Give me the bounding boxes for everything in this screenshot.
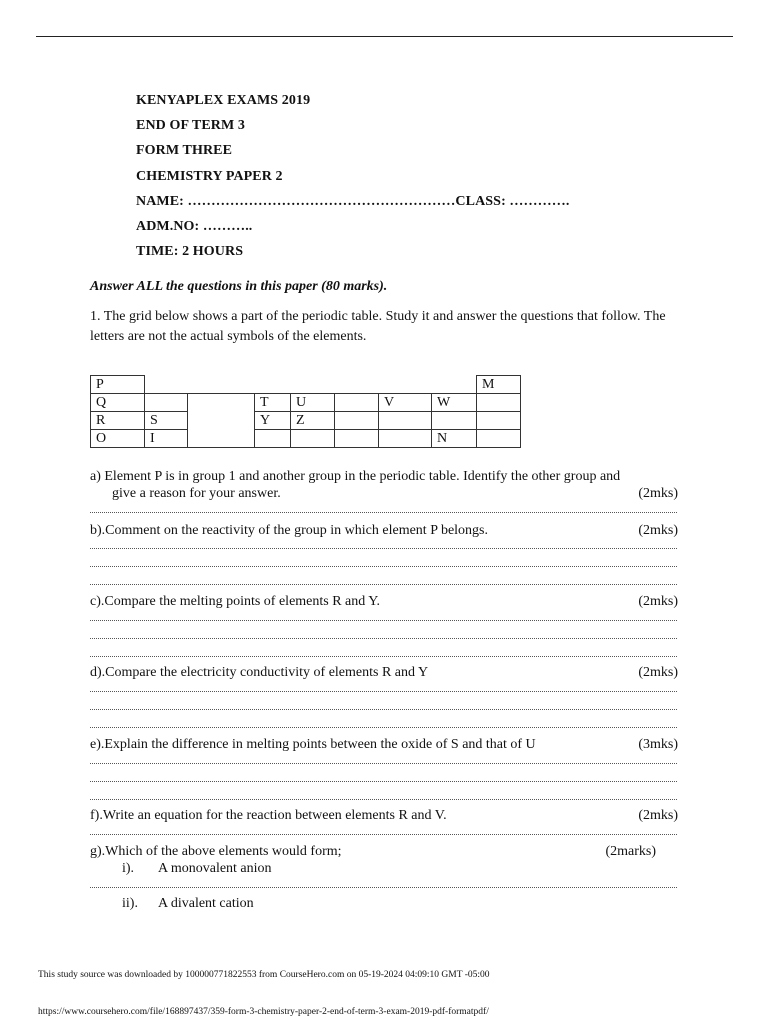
answer-line[interactable] bbox=[90, 691, 677, 693]
question-text: d).Compare the electricity conductivity of elements R and Y bbox=[90, 665, 429, 680]
grid-cell: W bbox=[432, 394, 477, 412]
answer-line[interactable] bbox=[90, 584, 677, 586]
question-text: f).Write an equation for the reaction between elements R and V. bbox=[90, 808, 447, 823]
answer-line[interactable] bbox=[90, 620, 677, 622]
exam-term: END OF TERM 3 bbox=[136, 118, 246, 134]
question-1-intro: 1. The grid below shows a part of the periodic table. Study it and answer the questions that follow. The letters are not the actual symbols of the elements. bbox=[90, 309, 666, 344]
grid-cell bbox=[477, 394, 521, 412]
answer-line[interactable] bbox=[90, 887, 677, 889]
grid-cell bbox=[255, 430, 291, 448]
question-1b bbox=[90, 522, 678, 539]
answer-line[interactable] bbox=[90, 638, 677, 640]
marks-label: (3mks) bbox=[638, 737, 678, 752]
grid-row bbox=[91, 394, 521, 412]
name-class-line: NAME: …………………………………………………CLASS: …………. bbox=[136, 193, 570, 209]
question-1g bbox=[90, 843, 656, 860]
marks-label: (2mks) bbox=[638, 665, 678, 680]
question-text: give a reason for your answer. bbox=[112, 486, 281, 501]
grid-cell: O bbox=[91, 430, 145, 448]
grid-cell bbox=[291, 376, 335, 394]
sub-number: i). bbox=[122, 861, 135, 876]
marks-label: (2marks) bbox=[605, 844, 656, 859]
grid-cell: Z bbox=[291, 412, 335, 430]
question-text: b).Comment on the reactivity of the group in which element P belongs. bbox=[90, 523, 489, 538]
top-rule bbox=[36, 36, 733, 37]
answer-line[interactable] bbox=[90, 781, 677, 783]
grid-cell bbox=[432, 412, 477, 430]
sub-text: A monovalent anion bbox=[158, 861, 272, 876]
answer-line[interactable] bbox=[90, 799, 677, 801]
question-1d bbox=[90, 664, 678, 681]
answer-line[interactable] bbox=[90, 763, 677, 765]
grid-cell bbox=[188, 394, 255, 412]
download-notice: This study source was downloaded by 100000771822553 from CourseHero.com on 05-19-2024 04:09:10 GMT -05:00 bbox=[38, 970, 490, 980]
grid-cell: V bbox=[379, 394, 432, 412]
grid-row bbox=[91, 412, 521, 430]
answer-line[interactable] bbox=[90, 727, 677, 729]
question-text: a) Element P is in group 1 and another group in the periodic table. Identify the other group and bbox=[90, 469, 621, 484]
grid-cell bbox=[379, 376, 432, 394]
question-1f bbox=[90, 807, 678, 824]
grid-cell: I bbox=[145, 430, 188, 448]
answer-line[interactable] bbox=[90, 566, 677, 568]
grid-cell: M bbox=[477, 376, 521, 394]
question-text: e).Explain the difference in melting points between the oxide of S and that of U bbox=[90, 737, 536, 752]
grid-cell: N bbox=[432, 430, 477, 448]
grid-cell: R bbox=[91, 412, 145, 430]
grid-cell bbox=[145, 376, 188, 394]
grid-cell bbox=[188, 376, 255, 394]
grid-cell bbox=[188, 430, 255, 448]
grid-cell bbox=[379, 412, 432, 430]
grid-cell bbox=[145, 394, 188, 412]
sub-text: A divalent cation bbox=[158, 896, 254, 911]
question-text: g).Which of the above elements would form; bbox=[90, 844, 342, 859]
question-text: c).Compare the melting points of elements R and Y. bbox=[90, 594, 381, 609]
exam-header bbox=[136, 92, 569, 268]
grid-cell bbox=[477, 412, 521, 430]
grid-cell: U bbox=[291, 394, 335, 412]
periodic-table-grid bbox=[90, 375, 521, 448]
grid-cell bbox=[291, 430, 335, 448]
answer-line[interactable] bbox=[90, 656, 677, 658]
grid-cell bbox=[255, 376, 291, 394]
grid-cell bbox=[335, 430, 379, 448]
question-1a bbox=[90, 468, 678, 502]
answer-line[interactable] bbox=[90, 512, 677, 514]
adm-no-line: ADM.NO: ……….. bbox=[136, 218, 253, 234]
answer-line[interactable] bbox=[90, 709, 677, 711]
grid-cell: P bbox=[91, 376, 145, 394]
exam-title: KENYAPLEX EXAMS 2019 bbox=[136, 93, 311, 108]
question-1e bbox=[90, 736, 678, 753]
grid-cell: S bbox=[145, 412, 188, 430]
grid-cell: Y bbox=[255, 412, 291, 430]
answer-line[interactable] bbox=[90, 834, 677, 836]
grid-cell bbox=[432, 376, 477, 394]
exam-time: TIME: 2 HOURS bbox=[136, 244, 244, 260]
grid-cell: T bbox=[255, 394, 291, 412]
marks-label: (2mks) bbox=[638, 594, 678, 609]
grid-cell bbox=[335, 376, 379, 394]
grid-cell bbox=[477, 430, 521, 448]
instructions: Answer ALL the questions in this paper (80 marks). bbox=[90, 279, 388, 294]
grid-cell bbox=[379, 430, 432, 448]
grid-row bbox=[91, 376, 521, 394]
question-1c bbox=[90, 593, 678, 610]
grid-cell bbox=[335, 412, 379, 430]
answer-line[interactable] bbox=[90, 548, 677, 550]
grid-row bbox=[91, 430, 521, 448]
question-1g-ii bbox=[122, 896, 254, 912]
marks-label: (2mks) bbox=[638, 808, 678, 823]
source-url[interactable]: https://www.coursehero.com/file/168897437/359-form-3-chemistry-paper-2-end-of-term-3-exam-2019-pdf-formatpdf/ bbox=[38, 1007, 489, 1017]
grid-cell bbox=[188, 412, 255, 430]
exam-paper: CHEMISTRY PAPER 2 bbox=[136, 168, 283, 184]
grid-cell: Q bbox=[91, 394, 145, 412]
grid-cell bbox=[335, 394, 379, 412]
question-1g-i bbox=[122, 861, 272, 877]
sub-number: ii). bbox=[122, 896, 138, 911]
marks-label: (2mks) bbox=[638, 523, 678, 538]
marks-label: (2mks) bbox=[638, 486, 678, 501]
exam-form: FORM THREE bbox=[136, 143, 233, 159]
